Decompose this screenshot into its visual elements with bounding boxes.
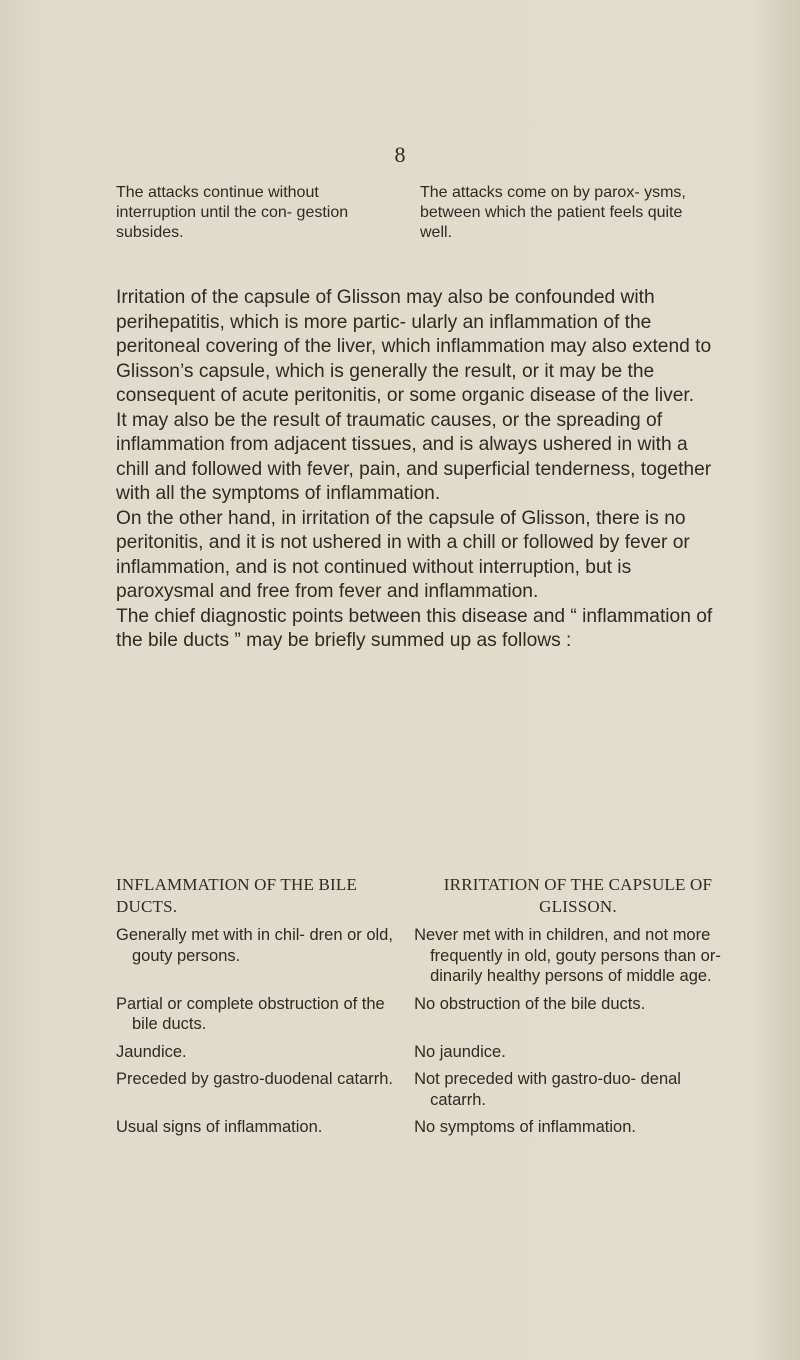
header-left: INFLAMMATION OF THE BILE DUCTS.	[116, 875, 358, 916]
paragraph-1: Irritation of the capsule of Glisson may also be confounded with perihepatitis, which is more partic- ularly an inflammation of the peritoneal covering of the liver, which inflammation may also extend to Glisson’s capsule, which is generally the result, or it may be the consequent of acute peritonitis, or some organic disease of the liver.	[116, 287, 712, 406]
row-4-left: Preceded by gastro-duodenal catarrh.	[116, 1070, 394, 1088]
row-3-right: No jaundice.	[414, 1042, 506, 1061]
page-number: 8	[394, 142, 406, 167]
row-2-right: No obstruction of the bile ducts.	[414, 994, 646, 1013]
table-row	[116, 1069, 728, 1110]
row-4-right: Not preceded with gastro-duo- denal catarrh.	[414, 1070, 681, 1109]
row-5-right: No symptoms of inflammation.	[414, 1118, 636, 1136]
row-2-left: Partial or complete obstruction of the bile ducts.	[116, 994, 385, 1033]
table-row	[116, 994, 728, 1035]
table-row	[116, 1042, 728, 1063]
table-row	[116, 925, 728, 987]
paragraph-4: The chief diagnostic points between this disease and “ inflammation of the bile ducts ” may be briefly summed up as follows :	[116, 605, 713, 651]
top-right-column: The attacks come on by parox- ysms, between which the patient feels quite well.	[420, 184, 686, 241]
row-1-right: Never met with in children, and not more frequently in old, gouty persons than or- dinarily healthy persons of middle age.	[414, 926, 721, 985]
comparison-table	[116, 874, 728, 1145]
paragraph-2: It may also be the result of traumatic causes, or the spreading of inflammation from adjacent tissues, and is always ushered in with a chill and followed with fever, pain, and superficial tenderness, together with all the symptoms of inflammation.	[116, 409, 712, 504]
row-1-left: Generally met with in chil- dren or old, gouty persons.	[116, 926, 393, 965]
top-comparison-columns	[116, 183, 716, 243]
row-5-left: Usual signs of inflammation.	[116, 1118, 323, 1136]
comparison-header-row	[116, 874, 728, 918]
row-3-left: Jaundice.	[116, 1042, 187, 1061]
main-text	[116, 286, 720, 654]
top-left-column: The attacks continue without interruption until the con- gestion subsides.	[116, 184, 349, 241]
header-right: IRRITATION OF THE CAPSULE OF GLISSON.	[443, 875, 713, 916]
table-row	[116, 1117, 728, 1138]
paragraph-3: On the other hand, in irritation of the capsule of Glisson, there is no peritonitis, and it is not ushered in with a chill or followed by fever or inflammation, and is not continued without interruption, but is paroxysmal and free from fever and inflammation.	[116, 507, 690, 602]
